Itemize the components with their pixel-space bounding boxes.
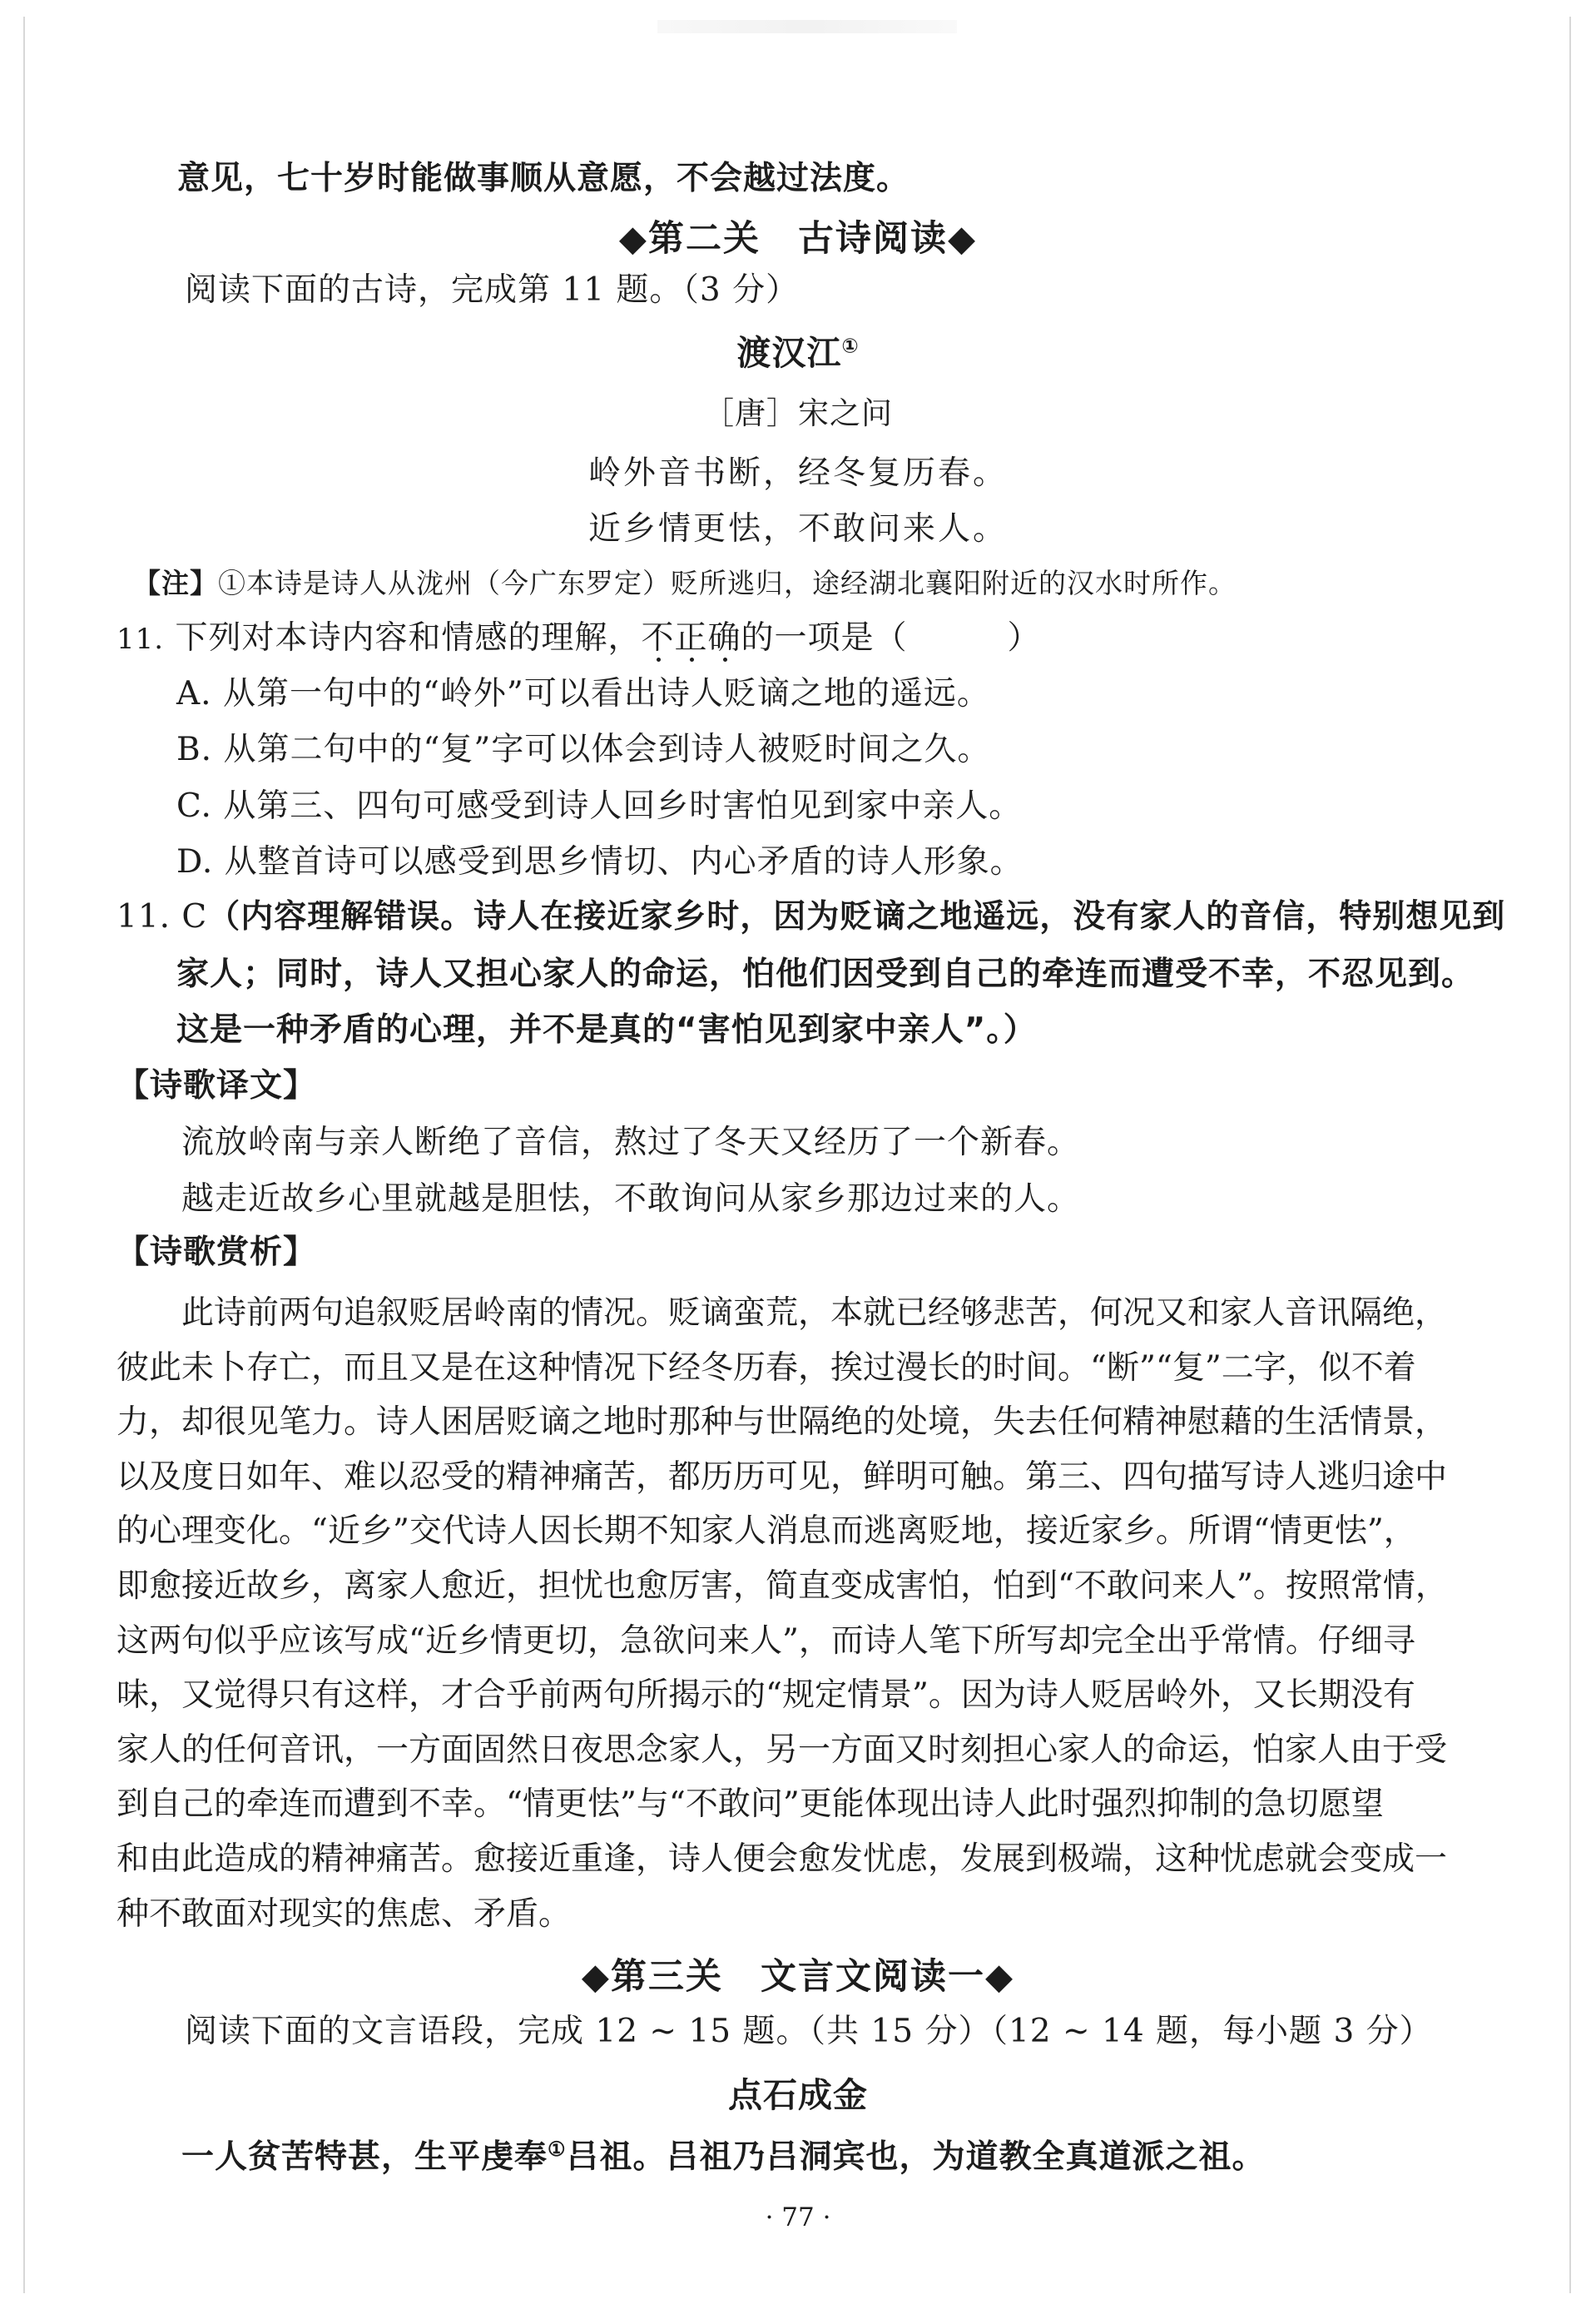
appreciation-line: 家人的任何音讯，一方面固然日夜思念家人，另一方面又时刻担心家人的命运，怕家人由于受 [116,1731,1448,1769]
poem-line-1: 岭外音书断，经冬复历春。 [587,454,1008,492]
answer-line-1 [116,893,1505,941]
answer-line-2: 家人；同时，诗人又担心家人的命运，怕他们因受到自己的牵连而遭受不幸，不忍见到。 [176,956,1475,993]
appreciation-line: 彼此未卜存亡，而且又是在这种情况下经冬历春，挨过漫长的时间。“断”“复”二字，似不着 [116,1348,1416,1387]
translation-label: 【诗歌译文】 [116,1067,317,1105]
appreciation-line: 味，又觉得只有这样，才合乎前两句所揭示的“规定情景”。因为诗人贬居岭外，又长期没有 [116,1676,1415,1715]
question-number: 11. [116,623,165,656]
question-option-a: A. 从第一句中的“岭外”可以看出诗人贬谪之地的遥远。 [176,675,990,713]
appreciation-line: 此诗前两句追叙贬居岭南的情况。贬谪蛮荒，本就已经够悲苦，何况又和家人音讯隔绝， [116,1294,1448,1332]
passage-note-marker: ① [548,2137,567,2161]
poem-title [0,329,1596,377]
translation-line-1: 流放岭南与亲人断绝了音信，熬过了冬天又经历了一个新春。 [181,1124,1081,1161]
page-number: · 77 · [765,2202,831,2232]
question-stem-after: 的一项是（ ） [741,619,1041,657]
appreciation-label: 【诗歌赏析】 [116,1234,317,1271]
question-option-c: C. 从第三、四句可感受到诗人回乡时害怕见到家中亲人。 [176,787,1023,825]
poem-note [133,563,1237,604]
appreciation-line: 和由此造成的精神痛苦。愈接近重逢，诗人便会愈发忧虑，发展到极端，这种忧虑就会变成一 [116,1840,1448,1878]
passage-text-after: 吕祖。吕祖乃吕洞宾也，为道教全真道派之祖。 [566,2138,1266,2176]
answer-label: 11. C [116,898,208,936]
appreciation-line: 这两句似乎应该写成“近乡情更切，急欲问来人”，而诗人笔下所写却完全出乎常情。仔细寻 [116,1621,1415,1660]
poem-note-label: 【注】 [133,567,218,599]
appreciation-line: 即愈接近故乡，离家人愈近，担忧也愈厉害，简直变成害怕，怕到“不敢问来人”。按照常情， [116,1567,1448,1605]
section2-instruction: 阅读下面的古诗，完成第 11 题。（3 分） [185,271,800,309]
translation-line-2: 越走近故乡心里就越是胆怯，不敢询问从家乡那边过来的人。 [181,1180,1081,1218]
section3-instruction: 阅读下面的文言语段，完成 12 ~ 15 题。（共 15 分）（12 ~ 14 题，每小题 3 分） [185,2013,1433,2050]
emphasis-char: 正 [674,619,708,657]
question-option-b: B. 从第二句中的“复”字可以体会到诗人被贬时间之久。 [176,731,991,768]
poem-title-text: 渡汉江 [736,333,842,373]
poem-note-text: ①本诗是诗人从泷州（今广东罗定）贬所逃归，途经湖北襄阳附近的汉水时所作。 [218,567,1237,599]
poem-author: ［唐］宋之问 [703,395,893,431]
poem-title-note-marker: ① [841,334,860,358]
section2-heading: ◆第二关 古诗阅读◆ [618,218,978,260]
section3-heading: ◆第三关 文言文阅读一◆ [581,1956,1015,1998]
appreciation-line: 的心理变化。“近乡”交代诗人因长期不知家人消息而逃离贬地，接近家乡。所谓“情更怯”， [116,1512,1416,1551]
passage-title: 点石成金 [728,2075,868,2115]
question-stem-before: 下列对本诗内容和情感的理解， [175,619,642,657]
passage-first-line [181,2133,1266,2181]
emphasis-char: 确 [707,619,741,657]
answer-text-1: （内容理解错误。诗人在接近家乡时，因为贬谪之地遥远，没有家人的音信，特别想见到 [207,898,1506,936]
answer-line-3: 这是一种矛盾的心理，并不是真的“害怕见到家中亲人”。） [176,1011,1037,1049]
passage-text-before: 一人贫苦特甚，生平虔奉 [181,2138,548,2176]
appreciation-line: 以及度日如年、难以忍受的精神痛苦，都历历可见，鲜明可触。第三、四句描写诗人逃归途中 [116,1457,1448,1496]
appreciation-line: 种不敢面对现实的焦虑、矛盾。 [116,1894,572,1933]
question-11-stem [116,614,1041,663]
emphasis-char: 不 [641,619,675,657]
scan-artifact [657,20,957,33]
poem-line-2: 近乡情更怯，不敢问来人。 [587,510,1008,548]
previous-answer-end: 意见，七十岁时能做事顺从意愿，不会越过法度。 [177,160,910,197]
appreciation-line: 力，却很见笔力。诗人困居贬谪之地时那种与世隔绝的处境，失去任何精神慰藉的生活情景， [116,1403,1448,1442]
appreciation-line: 到自己的牵连而遭到不幸。“情更怯”与“不敢问”更能体现出诗人此时强烈抑制的急切愿望 [116,1785,1384,1824]
appreciation-paragraph [116,1286,1514,1941]
question-option-d: D. 从整首诗可以感受到思乡情切、内心矛盾的诗人形象。 [176,843,1024,881]
